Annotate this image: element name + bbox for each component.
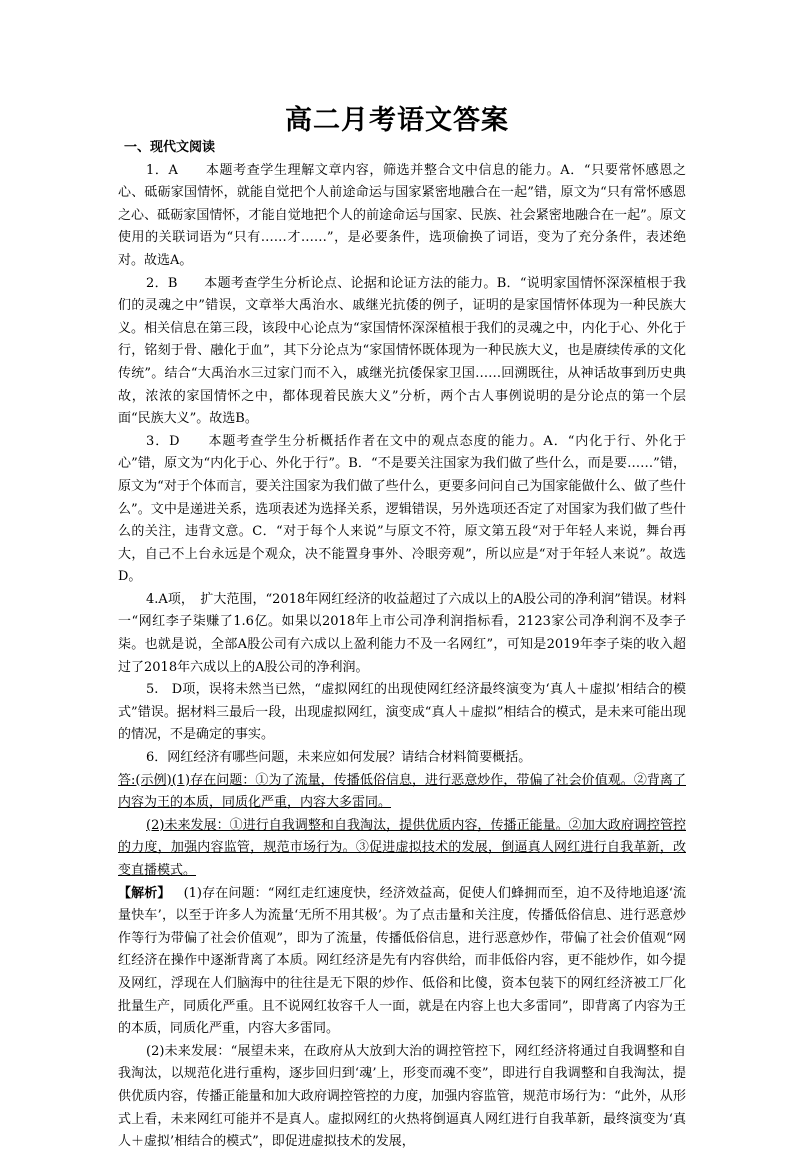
answer-q5: 5. D项，误将未然当已然，“虚拟网红的出现使网红经济最终演变为‘真人＋虚拟’相结合的模式”错误。据材料三最后一段，出现虚拟网红，演变成“真人＋虚拟”相结合的模式，是未来可能出现的情况，不是确定的事实。 [118,682,686,743]
answer-q4: 4.A项， 扩大范围，“2018年网红经济的收益超过了六成以上的A股公司的净利润”错误。材料一“网红李子柒赚了1.6亿。如果以2018年上市公司净利润指标看，2123家公司净利润不及李子柒。也就是说，全部A股公司有六成以上盈利能力不及一名网红”，可知是2019年李子柒的收入超过了2018年六成以上的A股公司的净利润。 [118,591,686,675]
answer-q2: 2．B 本题考查学生分析论点、论据和论证方法的能力。B．“说明家国情怀深深植根于我们的灵魂之中”错误，文章举大禹治水、戚继光抗倭的例子，证明的是家国情怀体现为一种民族大义。相关信息在第三段，该段中心论点为“家国情怀深深植根于我们的灵魂之中，内化于心、外化于行，铭刻于骨、融化于血”，其下分论点为“家国情怀既体现为一种民族大义，也是赓续传承的文化传统”。结合“大禹治水三过家门而不入，戚继光抗倭保家卫国……回溯既往，从神话故事到历史典故，浓浓的家国情怀之中，都体现着民族大义”分析，两个古人事例说明的是分论点的第一个层面“民族大义”。故选B。 [118,275,686,427]
analysis-part1-text: (1)存在问题：“网红走红速度快，经济效益高，促使人们蜂拥而至，迫不及待地追逐‘流量快车’，以至于许多人为流量‘无所不用其极’。为了点击量和关注度，传播低俗信息、进行恶意炒作等行为带偏了社会价值观”，即为了流量，传播低俗信息，进行恶意炒作，带偏了社会价值观“网红经济在操作中逐渐背离了本质。网红经济是先有内容供给，而非低俗内容，更不能炒作，如今提及网红，浮现在人们脑海中的往往是无下限的炒作、低俗和比傻，资本包装下的网红经济被工厂化批量生产，同质化严重。且不说网红妆容千人一面，就是在内容上也大多雷同”，即背离了内容为王的本质，同质化严重，内容大多雷同。 [118,885,686,1037]
answer-q3: 3．D 本题考查学生分析概括作者在文中的观点态度的能力。A．“内化于行、外化于心”错，原文为“内化于心、外化于行”。B．“不是要关注国家为我们做了些什么，而是要……”错，原文为“对于个体而言，要关注国家为我们做了些什么，更要多问问自己为国家能做什么、做了些什么”。文中是递进关系，选项表述为选择关系，逻辑错误，另外选项还否定了对国家为我们做了些什么的关注，违背文意。C．“对于每个人来说”与原文不符，原文第五段“对于年轻人来说，舞台再大，自己不上台永远是个观众，决不能置身事外、冷眼旁观”，所以应是“对于年轻人来说”。故选D。 [118,433,686,585]
question-q6: 6．网红经济有哪些问题，未来应如何发展？请结合材料简要概括。 [146,750,532,766]
page-title: 高二月考语文答案 [285,105,509,136]
answer-q6-part2-text: (2)未来发展：①进行自我调整和自我淘汰，提供优质内容，传播正能量。②加大政府调控管控的力度，加强内容监管，规范市场行为。③促进虚拟技术的发展，倒逼真人网红进行自我革新，改变直播模式。 [118,817,686,878]
analysis-label: 【解析】 [118,885,171,901]
answer-q6-part1 [118,770,686,815]
analysis-part2: (2)未来发展：“展望未来，在政府从大放到大治的调控管控下，网红经济将通过自我调整和自我淘汰，以规范化进行重构，逐步回归到‘魂’上，形变而魂不变”，即进行自我调整和自我淘汰，提供优质内容，传播正能量和加大政府调控管控的力度，加强内容监管，规范市场行为：“此外，从形式上看，未来网红可能并不是真人。虚拟网红的火热将倒逼真人网红进行自我革新，最终演变为‘真人＋虚拟’相结合的模式”，即促进虚拟技术的发展， [118,1043,686,1150]
section-heading: 一、现代文阅读 [124,140,216,155]
answer-q1: 1．A 本题考查学生理解文章内容，筛选并整合文中信息的能力。A．“只要常怀感恩之心、砥砺家国情怀，就能自觉把个人前途命运与国家紧密地融合在一起”错，原文为“只有常怀感恩之心、砥砺家国情怀，才能自觉地把个人的前途命运与国家、民族、社会紧密地融合在一起”。原文使用的关联词语为“只有……才……”，是必要条件，选项偷换了词语，变为了充分条件，表述绝对。故选A。 [118,162,686,268]
document-body [118,137,686,1154]
analysis-part1 [118,883,686,1041]
answer-q6-part2 [118,815,686,883]
answer-q6-part1-text: 答:(示例)(1)存在问题：①为了流量，传播低俗信息，进行恶意炒作，带偏了社会价值观。②背离了内容为王的本质，同质化严重，内容大多雷同。 [118,772,686,811]
